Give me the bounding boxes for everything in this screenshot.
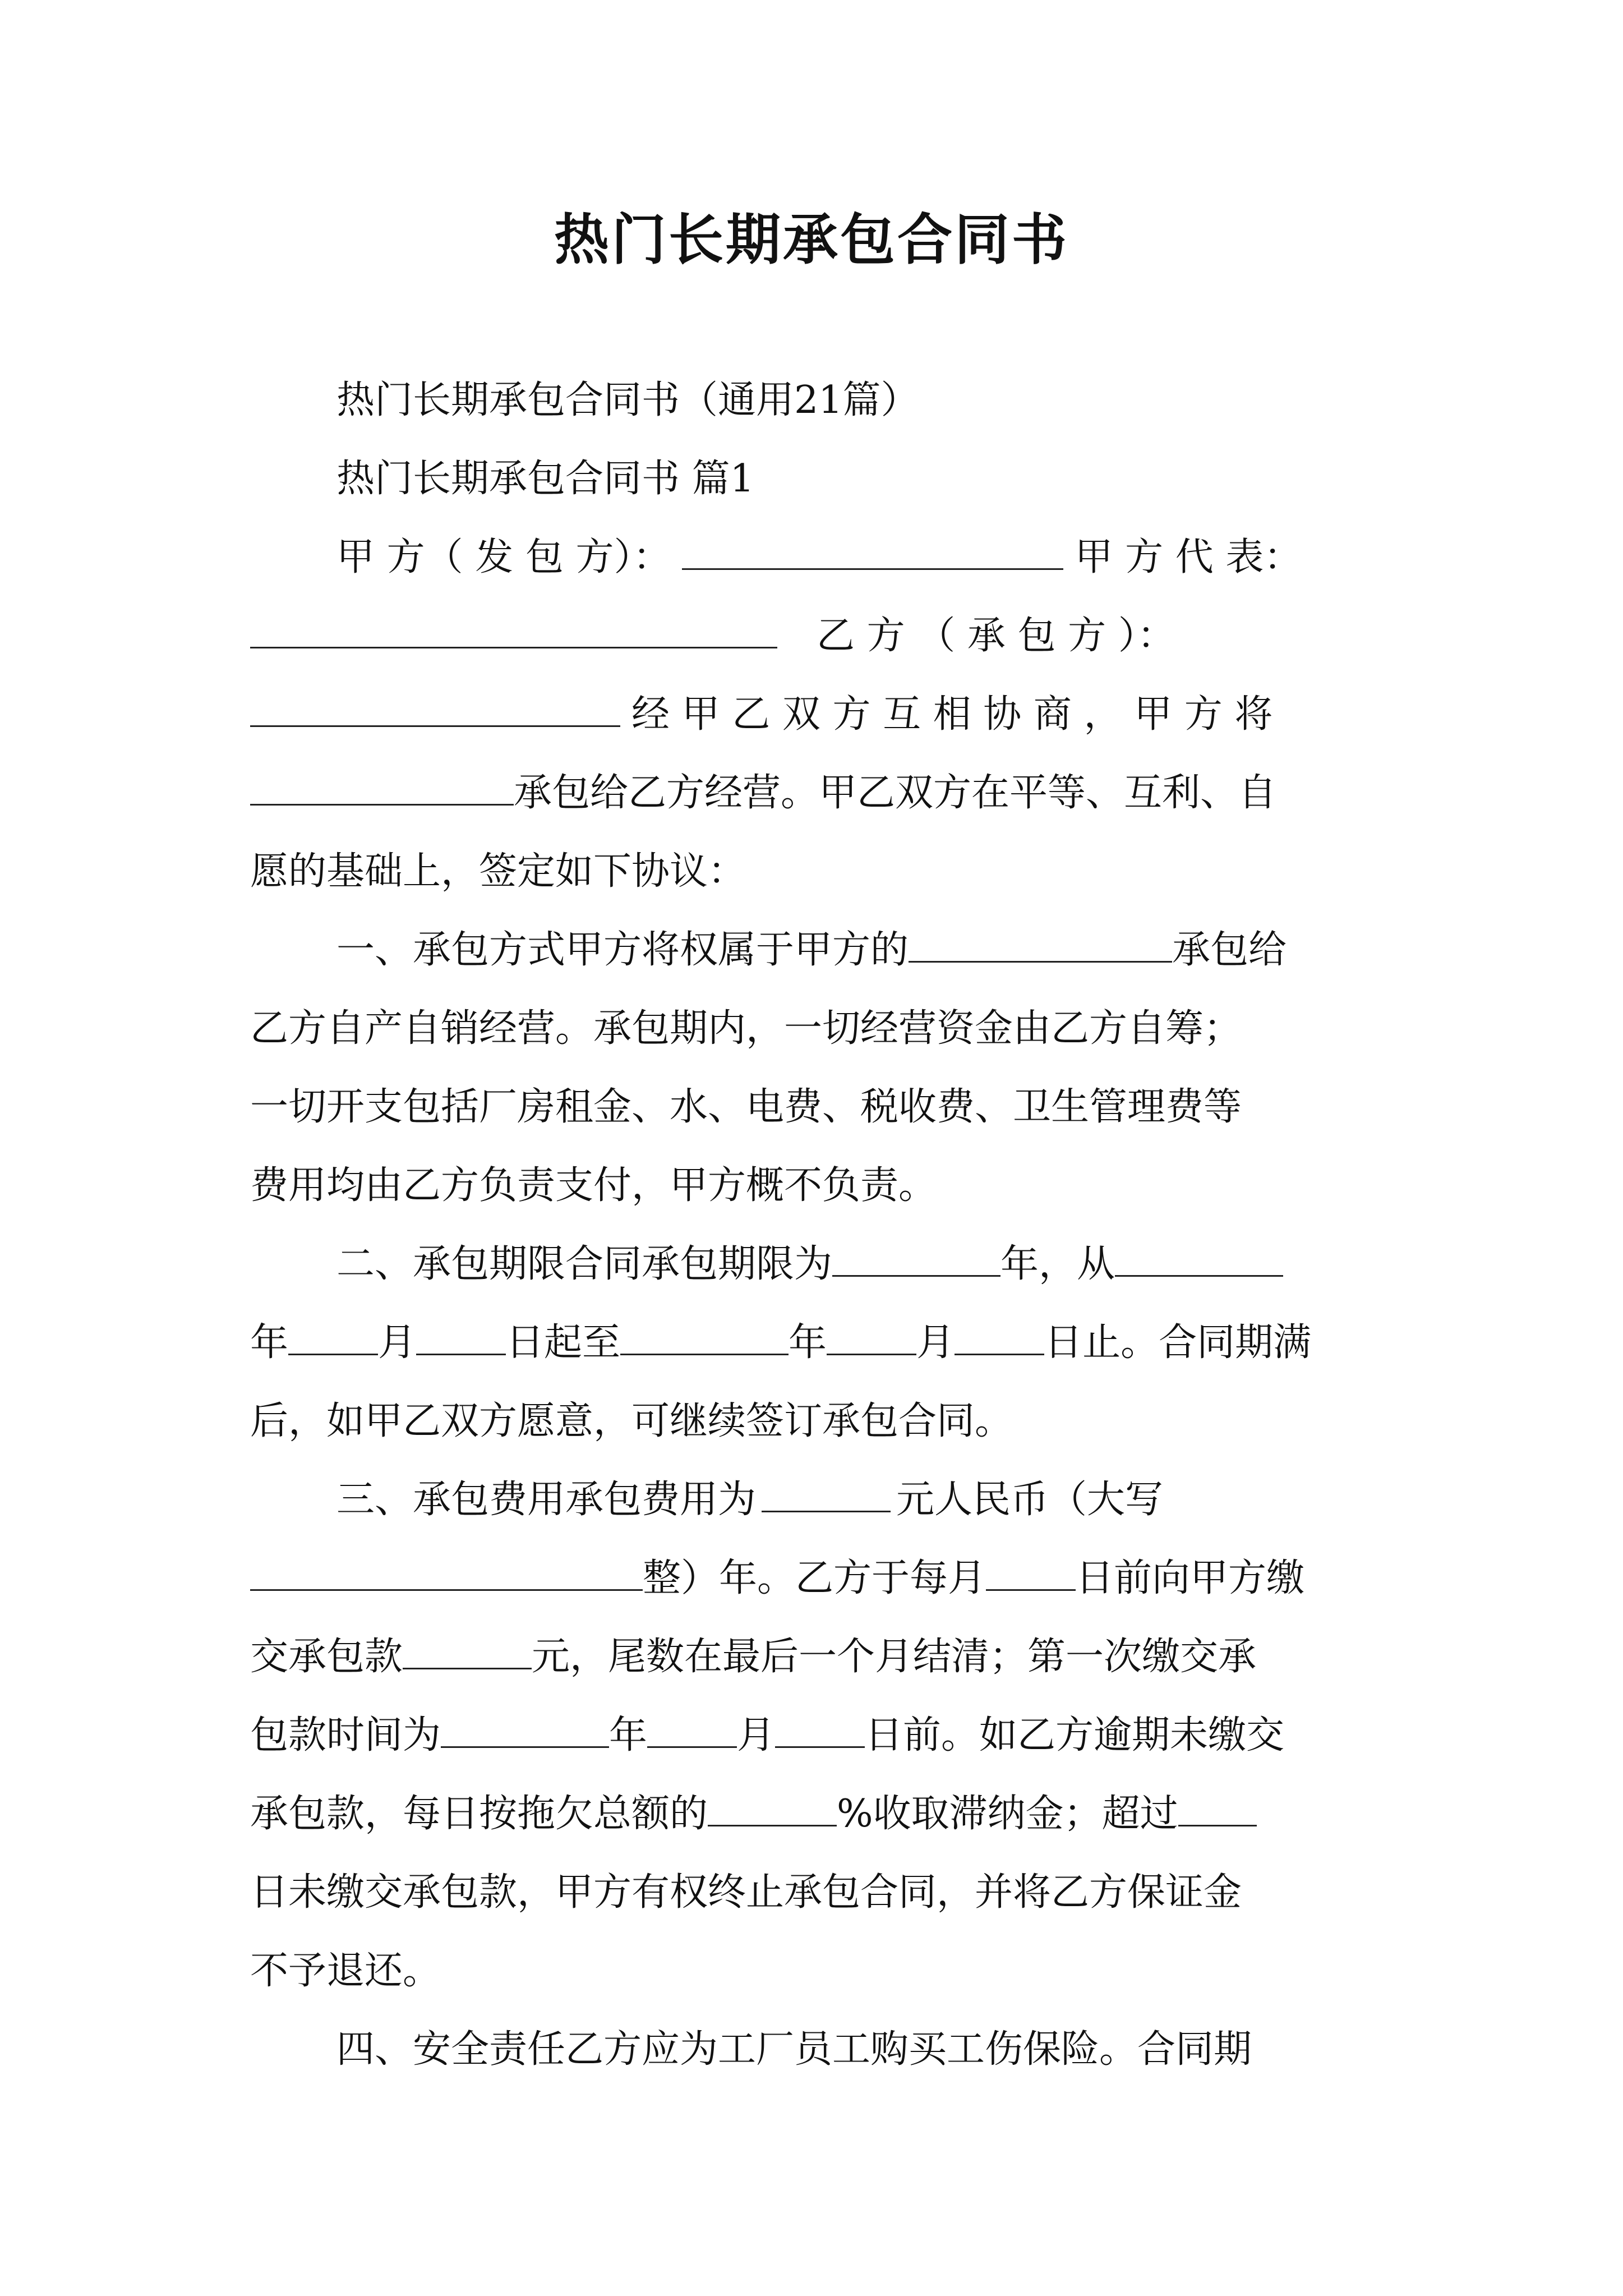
- text-line: [250, 1944, 1377, 1998]
- text-segment: 经 甲 乙 双 方 互 相 协 商 ， 甲 方 将: [631, 692, 1273, 737]
- text-segment: 甲 方 代 表：: [1075, 535, 1302, 579]
- text-line: [250, 1002, 1377, 1056]
- blank-underline: [1178, 1791, 1257, 1826]
- text-line: [250, 1159, 1377, 1213]
- text-line: [250, 1552, 1377, 1605]
- text-segment: 整）年。乙方于每月: [643, 1556, 986, 1600]
- clause-4: [336, 2023, 1377, 2077]
- blank-underline: [708, 1791, 837, 1826]
- blank-underline: [682, 535, 1063, 570]
- text-line: [250, 609, 1377, 663]
- text-segment: 一、承包方式甲方将权属于甲方的: [336, 928, 909, 972]
- text-line: [250, 766, 1377, 820]
- blank-underline: [250, 692, 620, 727]
- text-segment: 元人民币（大写: [896, 1478, 1164, 1522]
- blank-underline: [762, 1477, 891, 1512]
- text-segment: 月: [737, 1713, 776, 1757]
- text-segment: 四、安全责任乙方应为工厂员工购买工伤保险。合同期: [336, 2027, 1252, 2072]
- blank-underline: [647, 1713, 737, 1748]
- text-segment: 热门长期承包合同书 篇1: [336, 457, 754, 501]
- text-segment: 承包给: [1172, 928, 1287, 972]
- text-line: [250, 1866, 1377, 1920]
- blank-underline: [250, 770, 514, 806]
- clause-2: [336, 1237, 1377, 1291]
- text-segment: 承包给乙方经营。甲乙双方在平等、互利、自: [514, 771, 1277, 815]
- blank-underline: [832, 1241, 1000, 1277]
- text-line: [250, 1709, 1377, 1763]
- text-segment: 一切开支包括厂房租金、水、电费、税收费、卫生管理费等: [250, 1085, 1242, 1129]
- blank-underline: [909, 927, 1172, 963]
- blank-underline: [986, 1556, 1076, 1591]
- blank-underline: [250, 613, 777, 648]
- text-line: [250, 688, 1377, 742]
- text-line: [250, 1080, 1377, 1134]
- text-segment: 乙 方 （ 承 包 方 ）：: [817, 614, 1175, 658]
- text-segment: 日起至: [506, 1320, 621, 1365]
- text-line: [250, 845, 1377, 899]
- text-segment: 月: [378, 1320, 417, 1365]
- clause-3: [336, 1473, 1377, 1527]
- text-segment: 包款时间为: [250, 1713, 441, 1757]
- text-segment: 承包款，每日按拖欠总额的: [250, 1792, 708, 1836]
- clause-1: [336, 923, 1377, 977]
- section-heading: [336, 452, 1377, 506]
- text-segment: 日前。如乙方逾期未缴交: [865, 1713, 1285, 1757]
- blank-underline: [416, 1320, 506, 1355]
- blank-underline: [775, 1713, 865, 1748]
- subtitle-line: [336, 374, 1377, 427]
- text-segment: 交承包款: [250, 1635, 403, 1679]
- document-title: 热门长期承包合同书: [554, 208, 1069, 272]
- text-line: [250, 1395, 1377, 1448]
- blank-underline: [620, 1320, 789, 1355]
- text-segment: 费用均由乙方负责支付，甲方概不负责。: [250, 1163, 937, 1208]
- text-segment: 日止。合同期满: [1044, 1320, 1312, 1365]
- text-segment: %收取滞纳金；超过: [837, 1792, 1178, 1836]
- blank-underline: [403, 1634, 532, 1669]
- text-segment: 热门长期承包合同书（通用21篇）: [336, 378, 919, 422]
- text-segment: 乙方自产自销经营。承包期内，一切经营资金由乙方自筹；: [250, 1006, 1242, 1051]
- blank-underline: [955, 1320, 1044, 1355]
- blank-underline: [441, 1713, 609, 1748]
- text-segment: 二、承包期限合同承包期限为: [336, 1242, 833, 1286]
- blank-underline: [827, 1320, 916, 1355]
- text-line: [250, 1316, 1377, 1370]
- text-segment: 不予退还。: [250, 1949, 441, 1993]
- text-segment: 甲 方（ 发 包 方）：: [336, 535, 671, 579]
- text-segment: 愿的基础上，签定如下协议：: [250, 849, 746, 894]
- text-line: [250, 1630, 1377, 1684]
- text-segment: 日未缴交承包款，甲方有权终止承包合同，并将乙方保证金: [250, 1870, 1242, 1915]
- text-segment: 年: [250, 1320, 289, 1365]
- text-line: [336, 531, 1377, 585]
- text-segment: 后，如甲乙双方愿意，可继续签订承包合同。: [250, 1399, 1013, 1443]
- text-line: [250, 1787, 1377, 1841]
- blank-underline: [250, 1556, 643, 1591]
- text-segment: 月: [916, 1320, 955, 1365]
- text-segment: 元，尾数在最后一个月结清；第一次缴交承: [532, 1635, 1257, 1679]
- text-segment: 年: [789, 1320, 827, 1365]
- text-segment: 日前向甲方缴: [1076, 1556, 1305, 1600]
- blank-underline: [288, 1320, 378, 1355]
- blank-underline: [1115, 1241, 1283, 1277]
- text-segment: 年，从: [1000, 1242, 1115, 1286]
- text-segment: 三、承包费用承包费用为: [336, 1478, 757, 1522]
- text-segment: 年: [609, 1713, 648, 1757]
